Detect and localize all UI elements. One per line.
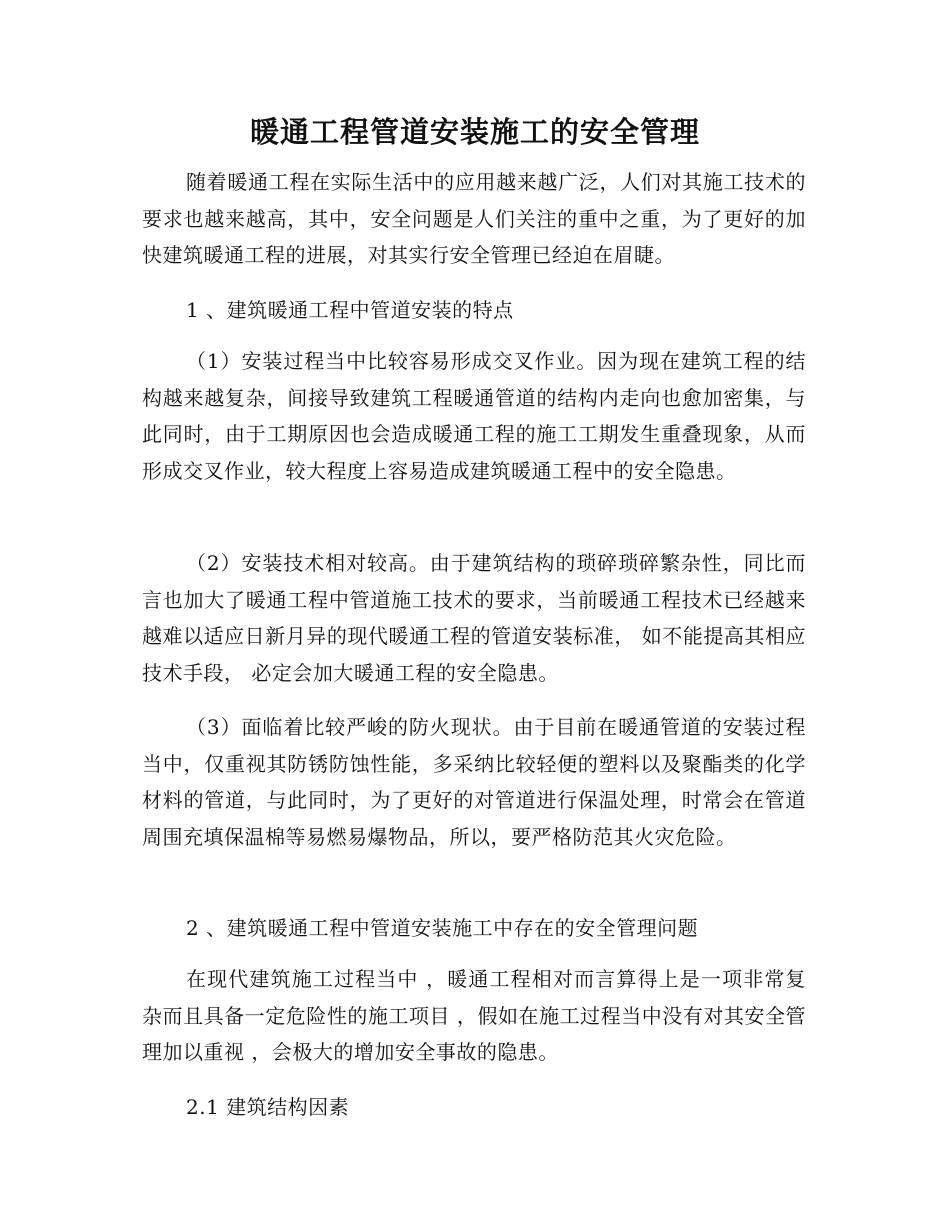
section-1-paragraph-1: （1）安装过程当中比较容易形成交叉作业。因为现在建筑工程的结构越来越复杂，间接导致建筑工程暖通管道的结构内走向也愈加密集，与此同时，由于工期原因也会造成暖通工程的施工工期发生重叠现象，从而形成交叉作业，较大程度上容易造成建筑暖通工程中的安全隐患。 (142, 349, 806, 483)
section-1-heading: 1 、建筑暖通工程中管道安装的特点 (186, 298, 514, 322)
section-2-heading: 2 、建筑暖通工程中管道安装施工中存在的安全管理问题 (186, 916, 699, 940)
section-1-paragraph-3: （3）面临着比较严峻的防火现状。由于目前在暖通管道的安装过程当中，仅重视其防锈防蚀性能，多采纳比较轻便的塑料以及聚酯类的化学材料的管道，与此同时，为了更好的对管道进行保温处理，时常会在管道周围充填保温棉等易燃易爆物品，所以，要严格防范其火灾危险。 (142, 715, 806, 849)
section-2-paragraph-1: 在现代建筑施工过程当中 ，暖通工程相对而言算得上是一项非常复杂而且具备一定危险性的施工项目 ，假如在施工过程当中没有对其安全管理加以重视 ，会极大的增加安全事故的隐患。 (142, 967, 806, 1064)
section-1-paragraph-2: （2）安装技术相对较高。由于建筑结构的琐碎琐碎繁杂性，同比而言也加大了暖通工程中管道施工技术的要求，当前暖通工程技术已经越来越难以适应日新月异的现代暖通工程的管道安装标准， 如不能提高其相应技术手段， 必定会加大暖通工程的安全隐患。 (142, 551, 806, 685)
document-title: 暖通工程管道安装施工的安全管理 (249, 115, 700, 149)
intro-paragraph: 随着暖通工程在实际生活中的应用越来越广泛，人们对其施工技术的要求也越来越高，其中，安全问题是人们关注的重中之重，为了更好的加快建筑暖通工程的进展，对其实行安全管理已经迫在眉睫。 (142, 170, 806, 267)
section-2-1-heading: 2.1 建筑结构因素 (186, 1095, 350, 1119)
